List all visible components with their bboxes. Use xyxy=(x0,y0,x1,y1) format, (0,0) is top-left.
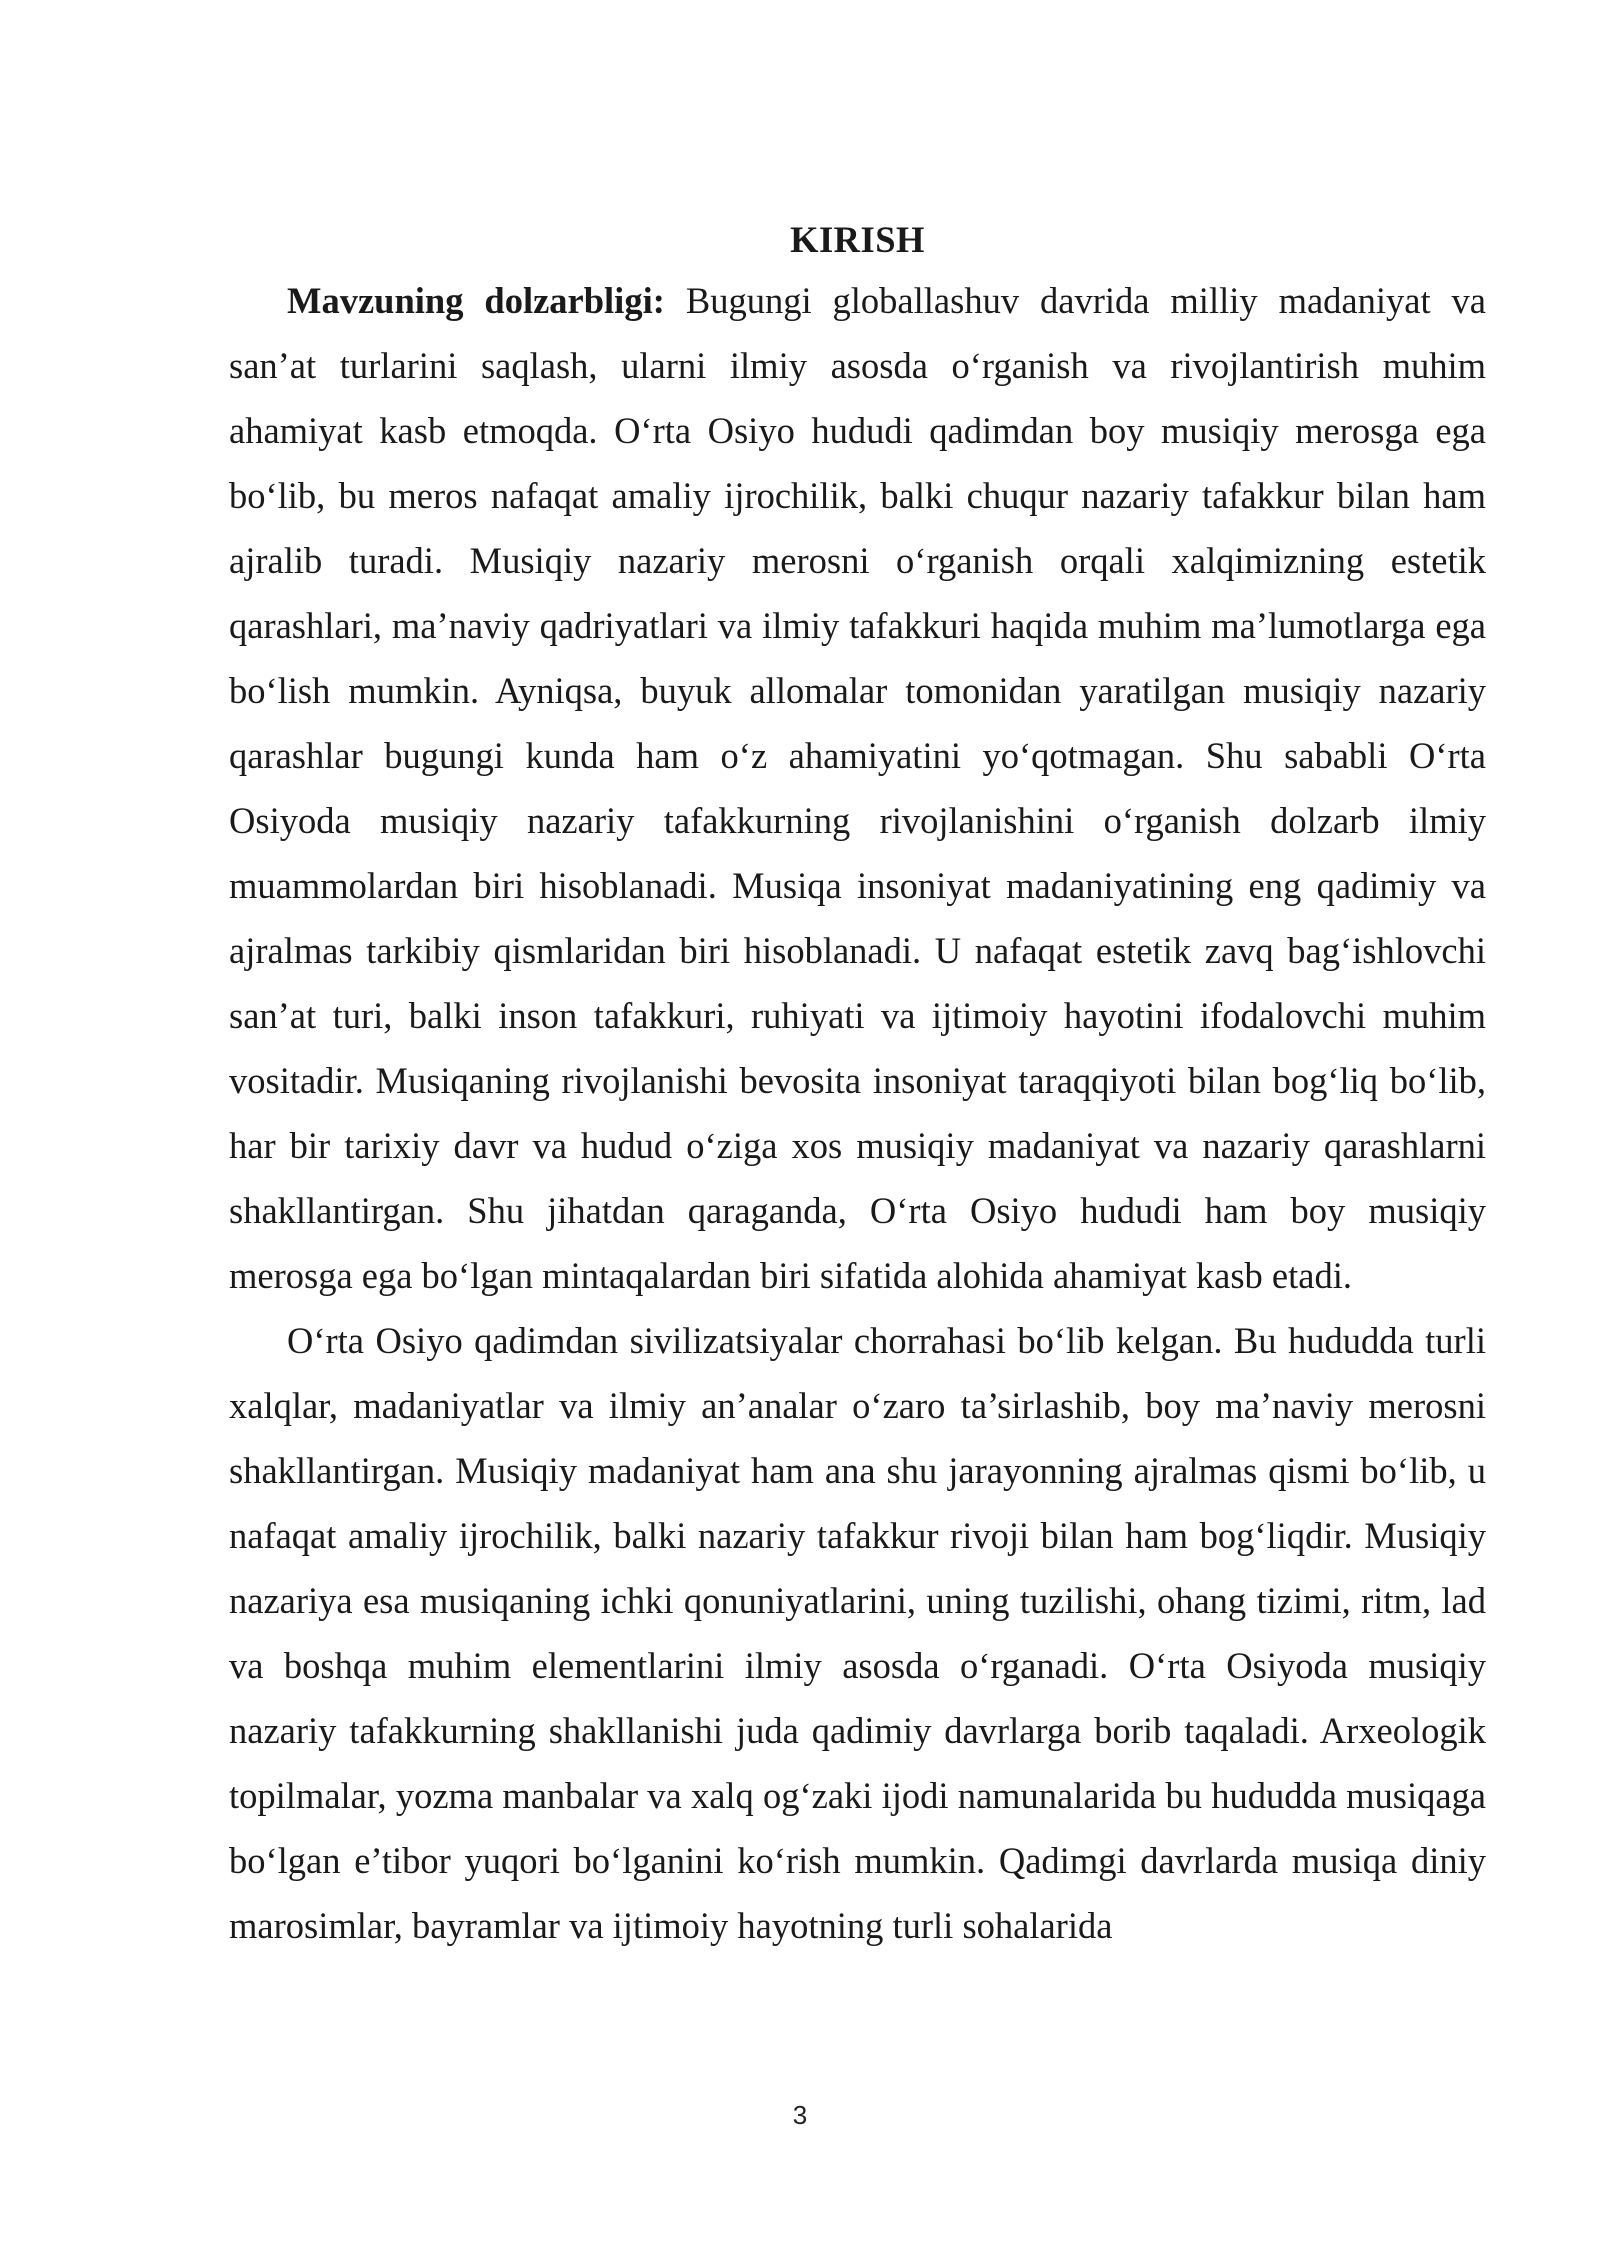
paragraph-central-asia: O‘rta Osiyo qadimdan sivilizatsiyalar chorrahasi bo‘lib kelgan. Bu hududda turli xalqlar, madaniyatlar va ilmiy an’analar o‘zaro ta’sirlashib, boy ma’naviy merosni shakllantirgan. Musiqiy madaniyat ham ana shu jarayonning ajralmas qismi bo‘lib, u nafaqat amaliy ijrochilik, balki nazariy tafakkur rivoji bilan ham bog‘liqdir. Musiqiy nazariya esa musiqaning ichki qonuniyatlarini, uning tuzilishi, ohang tizimi, ritm, lad va boshqa muhim elementlarini ilmiy asosda o‘rganadi. O‘rta Osiyoda musiqiy nazariy tafakkurning shakllanishi juda qadimiy davrlarga borib taqaladi. Arxeologik topilmalar, yozma manbalar va xalq og‘zaki ijodi namunalarida bu hududda musiqaga bo‘lgan e’tibor yuqori bo‘lganini ko‘rish mumkin. Qadimgi davrlarda musiqa diniy marosimlar, bayramlar va ijtimoiy hayotning turli sohalarida xyxy=(229,1320,1486,1946)
paragraph-lead: Mavzuning dolzarbligi: xyxy=(287,280,665,321)
paragraph-relevance xyxy=(229,268,1486,1308)
page-number: 3 xyxy=(792,2100,808,2130)
section-title: KIRISH xyxy=(790,219,925,260)
page-body xyxy=(229,212,1486,1958)
paragraph-relevance-text: Bugungi globallashuv davrida milliy madaniyat va san’at turlarini saqlash, ularni ilmiy asosda o‘rganish va rivojlantirish muhim ahamiyat kasb etmoqda. O‘rta Osiyo hududi qadimdan boy musiqiy merosga ega bo‘lib, bu meros nafaqat amaliy ijrochilik, balki chuqur nazariy tafakkur bilan ham ajralib turadi. Musiqiy nazariy merosni o‘rganish orqali xalqimizning estetik qarashlari, ma’naviy qadriyatlari va ilmiy tafakkuri haqida muhim ma’lumotlarga ega bo‘lish mumkin. Ayniqsa, buyuk allomalar tomonidan yaratilgan musiqiy nazariy qarashlar bugungi kunda ham o‘z ahamiyatini yo‘qotmagan. Shu sababli O‘rta Osiyoda musiqiy nazariy tafakkurning rivojlanishini o‘rganish dolzarb ilmiy muammolardan biri hisoblanadi. Musiqa insoniyat madaniyatining eng qadimiy va ajralmas tarkibiy qismlaridan biri hisoblanadi. U nafaqat estetik zavq bag‘ishlovchi san’at turi, balki inson tafakkuri, ruhiyati va ijtimoiy hayotini ifodalovchi muhim vositadir. Musiqaning rivojlanishi bevosita insoniyat taraqqiyoti bilan bog‘liq bo‘lib, har bir tarixiy davr va hudud o‘ziga xos musiqiy madaniyat va nazariy qarashlarni shakllantirgan. Shu jihatdan qaraganda, O‘rta Osiyo hududi ham boy musiqiy merosga ega bo‘lgan mintaqalardan biri sifatida alohida ahamiyat kasb etadi. xyxy=(229,280,1487,1296)
